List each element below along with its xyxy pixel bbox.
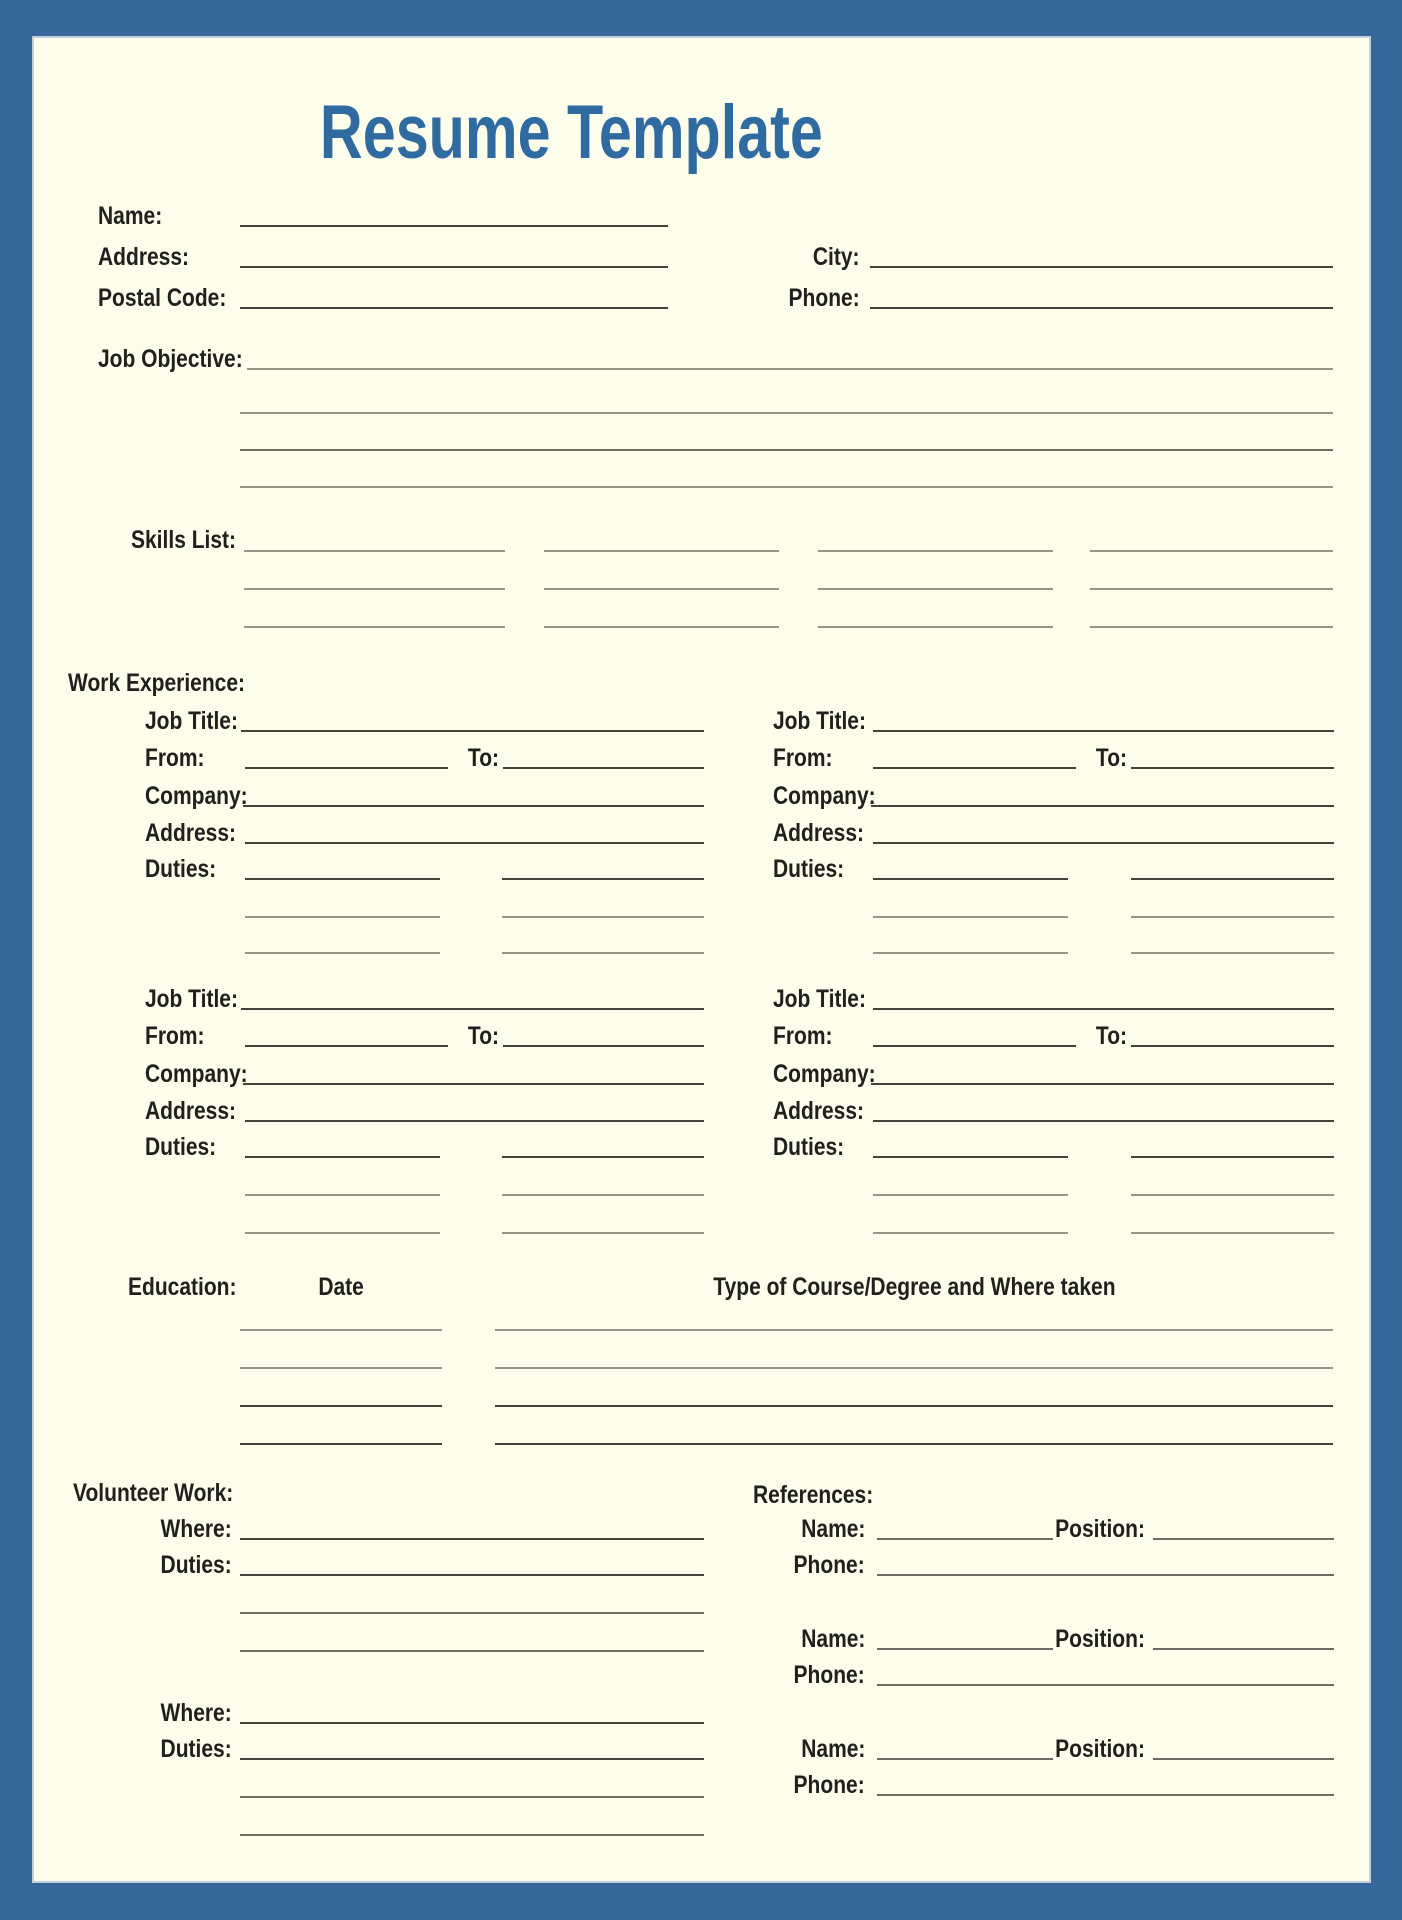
position-line <box>1153 1758 1334 1760</box>
position-line <box>1153 1538 1334 1540</box>
page-title: Resume Template <box>319 89 823 175</box>
education-date-header: Date <box>318 1273 364 1301</box>
duty-line <box>873 916 1068 918</box>
duty-line <box>1131 1156 1334 1158</box>
education-date-line <box>240 1329 442 1331</box>
skill-line <box>1090 588 1333 590</box>
address-label: Address: <box>773 819 865 847</box>
where-label: Where: <box>160 1515 232 1543</box>
job-title-line <box>873 730 1334 732</box>
from-line <box>873 767 1076 769</box>
duty-line <box>502 1156 704 1158</box>
to-label: To: <box>1095 744 1127 772</box>
company-label: Company: <box>145 1060 248 1088</box>
phone-label: Phone: <box>793 1551 865 1579</box>
skill-line <box>244 550 505 552</box>
phone-label: Phone: <box>793 1661 865 1689</box>
position-label: Position: <box>1055 1625 1145 1653</box>
name-label: Name: <box>98 202 163 230</box>
job-title-label: Job Title: <box>773 985 866 1013</box>
skill-line <box>1090 550 1333 552</box>
duty-line <box>1131 1232 1334 1234</box>
name-line <box>877 1758 1053 1760</box>
volunteer-work-label: Volunteer Work: <box>73 1479 234 1507</box>
duty-line <box>1131 916 1334 918</box>
job-objective-label: Job Objective: <box>98 345 243 373</box>
duties-label: Duties: <box>145 855 217 883</box>
job-title-label: Job Title: <box>773 707 866 735</box>
duty-line <box>873 1194 1068 1196</box>
to-label: To: <box>467 1022 499 1050</box>
duties-label: Duties: <box>145 1133 217 1161</box>
duty-line <box>245 1194 440 1196</box>
from-line <box>873 1045 1076 1047</box>
phone-line <box>877 1794 1334 1796</box>
duty-line <box>1131 952 1334 954</box>
education-course-line <box>495 1329 1333 1331</box>
duty-line <box>240 1650 704 1652</box>
address-line <box>240 266 668 268</box>
position-label: Position: <box>1055 1515 1145 1543</box>
address-line <box>873 1120 1334 1122</box>
duty-line <box>502 952 704 954</box>
where-line <box>240 1722 704 1724</box>
name-label: Name: <box>800 1735 865 1763</box>
duty-line <box>873 1156 1068 1158</box>
skill-line <box>818 626 1053 628</box>
skill-line <box>818 588 1053 590</box>
phone-line <box>877 1574 1334 1576</box>
duties-label: Duties: <box>160 1735 232 1763</box>
to-line <box>503 767 704 769</box>
references-label: References: <box>753 1481 874 1509</box>
address-label: Address: <box>145 819 237 847</box>
job-objective-line <box>240 412 1333 414</box>
duties-label: Duties: <box>160 1551 232 1579</box>
education-course-line <box>495 1443 1333 1445</box>
duties-label: Duties: <box>773 1133 845 1161</box>
duty-line <box>502 916 704 918</box>
where-line <box>240 1538 704 1540</box>
to-line <box>1131 1045 1334 1047</box>
address-line <box>245 842 704 844</box>
to-line <box>1131 767 1334 769</box>
duty-line <box>245 1156 440 1158</box>
duty-line <box>245 916 440 918</box>
duty-line <box>240 1796 704 1798</box>
address-line <box>873 842 1334 844</box>
phone-label: Phone: <box>788 284 860 312</box>
duty-line <box>245 1232 440 1234</box>
skill-line <box>244 626 505 628</box>
to-line <box>503 1045 704 1047</box>
address-line <box>245 1120 704 1122</box>
skill-line <box>1090 626 1333 628</box>
skill-line <box>544 550 779 552</box>
job-title-label: Job Title: <box>145 707 238 735</box>
job-objective-line <box>240 486 1333 488</box>
postal-code-line <box>240 307 668 309</box>
skills-list-label: Skills List: <box>131 526 237 554</box>
skill-line <box>544 588 779 590</box>
duty-line <box>502 1194 704 1196</box>
job-title-line <box>241 1008 704 1010</box>
to-label: To: <box>1095 1022 1127 1050</box>
job-title-line <box>873 1008 1334 1010</box>
from-line <box>245 767 448 769</box>
skill-line <box>818 550 1053 552</box>
name-line <box>240 225 668 227</box>
duty-line <box>240 1574 704 1576</box>
duty-line <box>1131 1194 1334 1196</box>
education-date-line <box>240 1405 442 1407</box>
name-line <box>877 1648 1053 1650</box>
company-line <box>243 1083 704 1085</box>
company-line <box>871 805 1334 807</box>
name-label: Name: <box>800 1625 865 1653</box>
company-label: Company: <box>773 1060 876 1088</box>
postal-code-label: Postal Code: <box>98 284 227 312</box>
from-label: From: <box>773 1022 833 1050</box>
to-label: To: <box>467 744 499 772</box>
work-experience-label: Work Experience: <box>68 669 246 697</box>
education-date-line <box>240 1367 442 1369</box>
education-date-line <box>240 1443 442 1445</box>
duty-line <box>245 952 440 954</box>
skill-line <box>244 588 505 590</box>
duty-line <box>240 1612 704 1614</box>
from-label: From: <box>145 1022 205 1050</box>
duty-line <box>502 878 704 880</box>
position-label: Position: <box>1055 1735 1145 1763</box>
from-line <box>245 1045 448 1047</box>
address-label: Address: <box>98 243 190 271</box>
company-label: Company: <box>145 782 248 810</box>
duty-line <box>240 1834 704 1836</box>
education-course-line <box>495 1367 1333 1369</box>
company-line <box>871 1083 1334 1085</box>
city-label: City: <box>813 243 860 271</box>
phone-line <box>877 1684 1334 1686</box>
address-label: Address: <box>145 1097 237 1125</box>
job-title-line <box>241 730 704 732</box>
duty-line <box>245 878 440 880</box>
paper-sheet <box>32 36 1371 1883</box>
duty-line <box>873 878 1068 880</box>
education-label: Education: <box>128 1273 237 1301</box>
name-line <box>877 1538 1053 1540</box>
company-label: Company: <box>773 782 876 810</box>
duty-line <box>240 1758 704 1760</box>
from-label: From: <box>145 744 205 772</box>
job-objective-line <box>240 449 1333 451</box>
job-objective-line <box>247 368 1333 370</box>
skill-line <box>544 626 779 628</box>
where-label: Where: <box>160 1699 232 1727</box>
city-line <box>870 266 1333 268</box>
duties-label: Duties: <box>773 855 845 883</box>
name-label: Name: <box>800 1515 865 1543</box>
phone-label: Phone: <box>793 1771 865 1799</box>
duty-line <box>502 1232 704 1234</box>
duty-line <box>873 952 1068 954</box>
from-label: From: <box>773 744 833 772</box>
company-line <box>243 805 704 807</box>
address-label: Address: <box>773 1097 865 1125</box>
duty-line <box>1131 878 1334 880</box>
phone-line <box>870 307 1333 309</box>
position-line <box>1153 1648 1334 1650</box>
job-title-label: Job Title: <box>145 985 238 1013</box>
education-course-line <box>495 1405 1333 1407</box>
education-course-header: Type of Course/Degree and Where taken <box>712 1273 1116 1301</box>
duty-line <box>873 1232 1068 1234</box>
